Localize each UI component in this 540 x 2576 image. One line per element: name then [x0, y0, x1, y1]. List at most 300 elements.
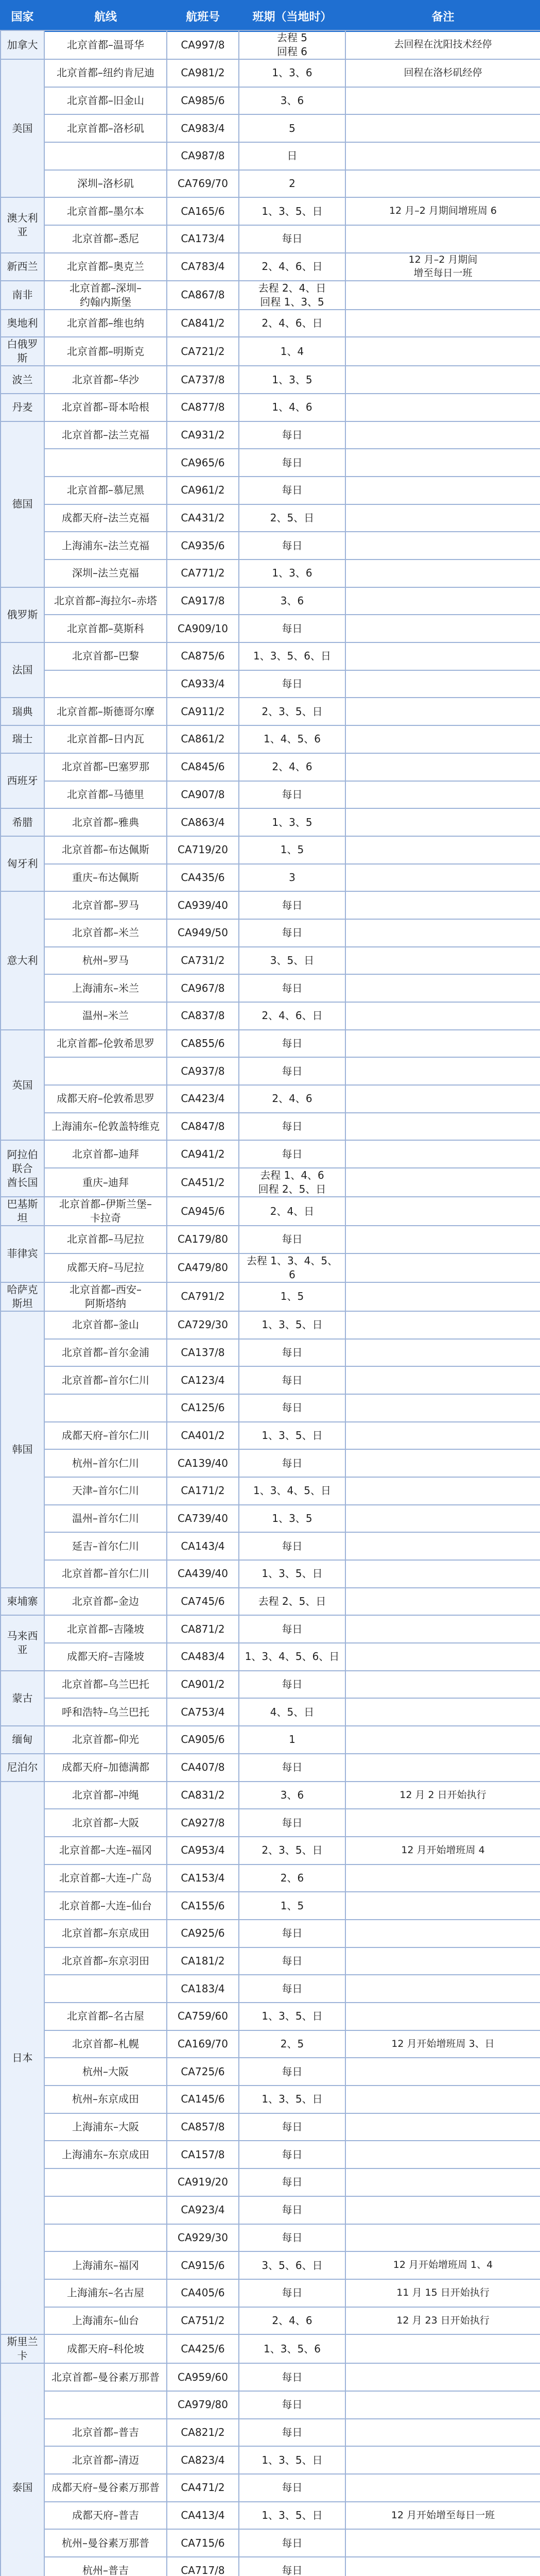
- flight-number-cell: CA751/2: [167, 2307, 239, 2335]
- schedule-cell: 2、5: [239, 2030, 345, 2058]
- flight-number-cell: CA861/2: [167, 725, 239, 753]
- route-cell: 重庆–迪拜: [44, 1168, 167, 1197]
- schedule-cell: 1、3、6: [239, 59, 345, 87]
- table-row: [1, 532, 540, 560]
- note-cell: 12 月开始增至每日一班: [345, 2502, 540, 2530]
- country-cell: 德国: [1, 421, 44, 587]
- schedule-cell: 日: [239, 142, 345, 170]
- flight-number-cell: CA935/6: [167, 532, 239, 560]
- table-row: [1, 504, 540, 532]
- flight-number-cell: CA125/6: [167, 1394, 239, 1422]
- schedule-cell: 1、3、5、日: [239, 2086, 345, 2113]
- table-row: [1, 1588, 540, 1616]
- schedule-cell: 每日: [239, 2363, 345, 2391]
- flight-number-cell: CA967/8: [167, 974, 239, 1002]
- schedule-cell: 每日: [239, 1057, 345, 1085]
- schedule-cell: 每日: [239, 2474, 345, 2502]
- note-cell: [345, 1560, 540, 1588]
- schedule-cell: 3、6: [239, 1782, 345, 1809]
- schedule-cell: 每日: [239, 2113, 345, 2141]
- schedule-header-table: [0, 0, 540, 32]
- route-cell: [44, 1975, 167, 2003]
- route-cell: 北京首都–普吉: [44, 2419, 167, 2447]
- flight-number-cell: CA721/2: [167, 337, 239, 366]
- route-cell: 北京首都–旧金山: [44, 87, 167, 115]
- flight-number-cell: CA145/6: [167, 2086, 239, 2113]
- schedule-cell: 每日: [239, 2141, 345, 2168]
- route-cell: 北京首都–马德里: [44, 781, 167, 809]
- table-row: [1, 2502, 540, 2530]
- note-cell: [345, 2557, 540, 2576]
- schedule-cell: 每日: [239, 1113, 345, 1141]
- schedule-cell: 每日: [239, 2529, 345, 2557]
- header-row: [1, 1, 540, 31]
- flight-number-cell: CA181/2: [167, 1947, 239, 1975]
- table-row: [1, 59, 540, 87]
- note-cell: [345, 919, 540, 947]
- flight-number-cell: CA407/8: [167, 1754, 239, 1782]
- schedule-cell: 每日: [239, 1975, 345, 2003]
- schedule-cell: 每日: [239, 670, 345, 698]
- flight-number-cell: CA123/4: [167, 1366, 239, 1394]
- schedule-cell: 每日: [239, 1449, 345, 1477]
- flight-number-cell: CA997/8: [167, 30, 239, 59]
- route-cell: 北京首都–华沙: [44, 366, 167, 394]
- flight-number-cell: CA439/40: [167, 1560, 239, 1588]
- country-cell: 法国: [1, 642, 44, 698]
- route-cell: 北京首都–清迈: [44, 2446, 167, 2474]
- note-cell: 12 月 23 日开始执行: [345, 2307, 540, 2335]
- route-cell: 北京首都–名古屋: [44, 2003, 167, 2030]
- table-row: [1, 2196, 540, 2224]
- route-cell: [44, 670, 167, 698]
- route-cell: 北京首都–奥克兰: [44, 253, 167, 281]
- note-cell: 12 月–2 月期间 增至每日一班: [345, 253, 540, 281]
- flight-number-cell: CA483/4: [167, 1643, 239, 1671]
- note-cell: [345, 974, 540, 1002]
- flight-number-cell: CA771/2: [167, 560, 239, 587]
- route-cell: 上海浦东–大阪: [44, 2113, 167, 2141]
- flight-number-cell: CA729/30: [167, 1311, 239, 1339]
- table-row: [1, 1030, 540, 1058]
- schedule-cell: 1、3、5、日: [239, 1422, 345, 1450]
- schedule-cell: 每日: [239, 2196, 345, 2224]
- route-cell: 上海浦东–法兰克福: [44, 532, 167, 560]
- schedule-cell: 1、3、5: [239, 366, 345, 394]
- route-cell: 北京首都–东京羽田: [44, 1947, 167, 1975]
- route-cell: 天津–首尔仁川: [44, 1477, 167, 1505]
- note-cell: [345, 1311, 540, 1339]
- note-cell: [345, 2224, 540, 2252]
- table-row: [1, 836, 540, 864]
- flight-number-cell: CA731/2: [167, 947, 239, 975]
- flight-number-cell: CA953/4: [167, 1837, 239, 1865]
- table-row: [1, 1449, 540, 1477]
- note-cell: [345, 725, 540, 753]
- table-row: [1, 1698, 540, 1726]
- schedule-cell: 1、3、5: [239, 808, 345, 836]
- schedule-cell: 每日: [239, 1226, 345, 1253]
- table-row: [1, 1560, 540, 1588]
- note-cell: [345, 477, 540, 504]
- flight-number-cell: CA917/8: [167, 587, 239, 615]
- route-cell: [44, 2391, 167, 2419]
- flight-number-cell: CA939/40: [167, 891, 239, 919]
- table-row: [1, 1057, 540, 1085]
- schedule-cell: 2、3、5、日: [239, 698, 345, 725]
- schedule-cell: 2、4、6、日: [239, 1002, 345, 1030]
- country-cell: 尼泊尔: [1, 1754, 44, 1782]
- flight-number-cell: CA171/2: [167, 1477, 239, 1505]
- country-cell: 阿拉伯联合 酋长国: [1, 1140, 44, 1197]
- table-row: [1, 2058, 540, 2086]
- table-row: [1, 2474, 540, 2502]
- note-cell: [345, 670, 540, 698]
- flight-number-cell: CA737/8: [167, 366, 239, 394]
- route-cell: 重庆–布达佩斯: [44, 864, 167, 892]
- flight-number-cell: CA759/60: [167, 2003, 239, 2030]
- note-cell: [345, 1226, 540, 1253]
- flight-number-cell: CA983/4: [167, 114, 239, 142]
- table-row: [1, 615, 540, 642]
- note-cell: [345, 1449, 540, 1477]
- table-row: [1, 974, 540, 1002]
- note-cell: 回程在洛杉矶经停: [345, 59, 540, 87]
- country-cell: 匈牙利: [1, 836, 44, 891]
- flight-number-cell: CA929/30: [167, 2224, 239, 2252]
- schedule-cell: 每日: [239, 1140, 345, 1168]
- country-cell: 西班牙: [1, 753, 44, 808]
- route-cell: 北京首都–洛杉矶: [44, 114, 167, 142]
- note-cell: [345, 1422, 540, 1450]
- table-row: [1, 2529, 540, 2557]
- schedule-cell: 每日: [239, 1394, 345, 1422]
- schedule-cell: 2、3、5、日: [239, 1837, 345, 1865]
- note-cell: [345, 1197, 540, 1226]
- note-cell: [345, 1865, 540, 1892]
- flight-number-cell: CA855/6: [167, 1030, 239, 1058]
- note-cell: [345, 504, 540, 532]
- note-cell: 12 月开始增班周 3、日: [345, 2030, 540, 2058]
- note-cell: [345, 2003, 540, 2030]
- note-cell: [345, 1253, 540, 1282]
- route-cell: 北京首都–大连–仙台: [44, 1892, 167, 1920]
- route-cell: 北京首都–巴塞罗那: [44, 753, 167, 781]
- note-cell: [345, 2196, 540, 2224]
- schedule-cell: 每日: [239, 1339, 345, 1367]
- flight-number-cell: CA841/2: [167, 310, 239, 337]
- table-row: [1, 1892, 540, 1920]
- table-row: [1, 1394, 540, 1422]
- note-cell: [345, 225, 540, 253]
- schedule-cell: 1、5: [239, 836, 345, 864]
- table-row: [1, 2557, 540, 2576]
- schedule-cell: 1、4、5、6: [239, 725, 345, 753]
- schedule-cell: 每日: [239, 615, 345, 642]
- note-cell: [345, 2529, 540, 2557]
- note-cell: 11 月 15 日开始执行: [345, 2279, 540, 2307]
- note-cell: [345, 1643, 540, 1671]
- flight-number-cell: CA745/6: [167, 1588, 239, 1616]
- note-cell: [345, 170, 540, 198]
- route-cell: 深圳–法兰克福: [44, 560, 167, 587]
- table-row: [1, 642, 540, 670]
- flight-number-cell: CA981/2: [167, 59, 239, 87]
- route-cell: 北京首都–慕尼黑: [44, 477, 167, 504]
- route-cell: 成都天府–曼谷素万那普: [44, 2474, 167, 2502]
- schedule-cell: 1、3、4、5、6、日: [239, 1643, 345, 1671]
- note-cell: [345, 2086, 540, 2113]
- note-cell: [345, 2334, 540, 2363]
- country-cell: 南非: [1, 281, 44, 310]
- route-cell: 杭州–首尔仁川: [44, 1449, 167, 1477]
- table-row: [1, 253, 540, 281]
- route-cell: [44, 142, 167, 170]
- table-row: [1, 310, 540, 337]
- country-cell: 蒙古: [1, 1671, 44, 1726]
- note-cell: 12 月开始增班周 4: [345, 1837, 540, 1865]
- route-cell: 上海浦东–东京成田: [44, 2141, 167, 2168]
- table-row: [1, 2224, 540, 2252]
- schedule-cell: 2、4、日: [239, 1197, 345, 1226]
- table-row: [1, 1947, 540, 1975]
- route-cell: 延吉–首尔仁川: [44, 1532, 167, 1560]
- note-cell: [345, 1671, 540, 1699]
- note-cell: [345, 808, 540, 836]
- route-cell: 北京首都–迪拜: [44, 1140, 167, 1168]
- route-cell: 北京首都–米兰: [44, 919, 167, 947]
- schedule-cell: 每日: [239, 919, 345, 947]
- table-row: [1, 1477, 540, 1505]
- table-row: [1, 2307, 540, 2335]
- flight-number-cell: CA137/8: [167, 1339, 239, 1367]
- table-row: [1, 421, 540, 449]
- table-row: [1, 2168, 540, 2196]
- country-cell: 柬埔寨: [1, 1588, 44, 1616]
- note-cell: [345, 2363, 540, 2391]
- flight-number-cell: CA927/8: [167, 1809, 239, 1837]
- flight-number-cell: CA769/70: [167, 170, 239, 198]
- table-row: [1, 1422, 540, 1450]
- schedule-cell: 2、4、6、日: [239, 253, 345, 281]
- route-cell: 温州–米兰: [44, 1002, 167, 1030]
- route-cell: 北京首都–墨尔本: [44, 197, 167, 225]
- schedule-cell: 1、3、6: [239, 560, 345, 587]
- flight-number-cell: CA945/6: [167, 1197, 239, 1226]
- table-row: [1, 1226, 540, 1253]
- flight-number-cell: CA909/10: [167, 615, 239, 642]
- schedule-cell: 每日: [239, 477, 345, 504]
- country-cell: 菲律宾: [1, 1226, 44, 1282]
- route-cell: 上海浦东–仙台: [44, 2307, 167, 2335]
- table-row: [1, 1975, 540, 2003]
- route-cell: 北京首都–冲绳: [44, 1782, 167, 1809]
- note-cell: [345, 560, 540, 587]
- note-cell: [345, 1282, 540, 1311]
- route-cell: [44, 1394, 167, 1422]
- route-cell: 成都天府–加德满都: [44, 1754, 167, 1782]
- schedule-cell: 每日: [239, 2279, 345, 2307]
- schedule-cell: 每日: [239, 2419, 345, 2447]
- route-cell: 北京首都–金边: [44, 1588, 167, 1616]
- note-cell: [345, 836, 540, 864]
- schedule-cell: 2: [239, 170, 345, 198]
- note-cell: [345, 1975, 540, 2003]
- table-row: [1, 1339, 540, 1367]
- flight-number-cell: CA401/2: [167, 1422, 239, 1450]
- route-cell: 杭州–普吉: [44, 2557, 167, 2576]
- table-row: [1, 587, 540, 615]
- country-cell: 意大利: [1, 891, 44, 1029]
- flight-number-cell: CA451/2: [167, 1168, 239, 1197]
- schedule-cell: 去程 2、4、日 回程 1、3、5: [239, 281, 345, 310]
- route-cell: 北京首都–法兰克福: [44, 421, 167, 449]
- table-row: [1, 1782, 540, 1809]
- country-cell: 瑞典: [1, 698, 44, 725]
- flight-number-cell: CA405/6: [167, 2279, 239, 2307]
- flight-number-cell: CA915/6: [167, 2251, 239, 2279]
- route-cell: [44, 2168, 167, 2196]
- schedule-cell: 2、6: [239, 1865, 345, 1892]
- country-cell: 瑞士: [1, 725, 44, 753]
- table-row: [1, 781, 540, 809]
- country-cell: 韩国: [1, 1311, 44, 1588]
- note-cell: 12 月–2 月期间增班周 6: [345, 197, 540, 225]
- note-cell: [345, 864, 540, 892]
- note-cell: 去回程在沈阳技术经停: [345, 30, 540, 59]
- flight-number-cell: CA863/4: [167, 808, 239, 836]
- route-cell: [44, 2196, 167, 2224]
- note-cell: [345, 394, 540, 421]
- flight-number-cell: CA725/6: [167, 2058, 239, 2086]
- schedule-cell: 1、4、6: [239, 394, 345, 421]
- header-schedule: 班期（当地时）: [239, 1, 345, 31]
- route-cell: [44, 1057, 167, 1085]
- route-cell: 北京首都–札幌: [44, 2030, 167, 2058]
- schedule-cell: 2、4、6、日: [239, 310, 345, 337]
- route-cell: 北京首都–曼谷素万那普: [44, 2363, 167, 2391]
- table-row: [1, 1311, 540, 1339]
- flight-number-cell: CA941/2: [167, 1140, 239, 1168]
- table-row: [1, 477, 540, 504]
- schedule-cell: 2、5、日: [239, 504, 345, 532]
- note-cell: [345, 2141, 540, 2168]
- country-cell: 奥地利: [1, 310, 44, 337]
- route-cell: 北京首都–仰光: [44, 1726, 167, 1754]
- flight-number-cell: CA739/40: [167, 1505, 239, 1533]
- flight-number-cell: CA179/80: [167, 1226, 239, 1253]
- note-cell: [345, 2419, 540, 2447]
- schedule-cell: 每日: [239, 225, 345, 253]
- schedule-cell: 每日: [239, 421, 345, 449]
- flight-number-cell: CA985/6: [167, 87, 239, 115]
- route-cell: 成都天府–吉隆坡: [44, 1643, 167, 1671]
- schedule-cell: 每日: [239, 2058, 345, 2086]
- flight-number-cell: CA961/2: [167, 477, 239, 504]
- flight-number-cell: CA907/8: [167, 781, 239, 809]
- country-cell: 泰国: [1, 2363, 44, 2576]
- flight-number-cell: CA165/6: [167, 197, 239, 225]
- note-cell: [345, 642, 540, 670]
- country-cell: 巴基斯坦: [1, 1197, 44, 1226]
- schedule-cell: 1、3、5、6、日: [239, 642, 345, 670]
- country-cell: 俄罗斯: [1, 587, 44, 642]
- table-row: [1, 1920, 540, 1947]
- schedule-cell: 1、3、5、日: [239, 1560, 345, 1588]
- note-cell: [345, 1920, 540, 1947]
- flight-number-cell: CA905/6: [167, 1726, 239, 1754]
- route-cell: 北京首都–巴黎: [44, 642, 167, 670]
- note-cell: [345, 1394, 540, 1422]
- table-row: [1, 1754, 540, 1782]
- schedule-cell: 每日: [239, 1809, 345, 1837]
- route-cell: 北京首都–大连–福冈: [44, 1837, 167, 1865]
- route-cell: 北京首都–斯德哥尔摩: [44, 698, 167, 725]
- route-cell: 北京首都–马尼拉: [44, 1226, 167, 1253]
- table-row: [1, 1282, 540, 1311]
- flight-number-cell: CA959/60: [167, 2363, 239, 2391]
- flight-number-cell: CA867/8: [167, 281, 239, 310]
- route-cell: 上海浦东–伦敦盖特维克: [44, 1113, 167, 1141]
- route-cell: 北京首都–维也纳: [44, 310, 167, 337]
- note-cell: [345, 947, 540, 975]
- table-row: [1, 1726, 540, 1754]
- flight-number-cell: CA183/4: [167, 1975, 239, 2003]
- route-cell: 北京首都–明斯克: [44, 337, 167, 366]
- flight-number-cell: CA169/70: [167, 2030, 239, 2058]
- country-cell: 希腊: [1, 808, 44, 836]
- schedule-cell: 去程 5 回程 6: [239, 30, 345, 59]
- schedule-cell: 1、5: [239, 1892, 345, 1920]
- note-cell: [345, 1754, 540, 1782]
- schedule-cell: 1、3、5、日: [239, 2003, 345, 2030]
- note-cell: [345, 1947, 540, 1975]
- country-cell: 日本: [1, 1782, 44, 2335]
- route-cell: 北京首都–莫斯科: [44, 615, 167, 642]
- table-row: [1, 2251, 540, 2279]
- schedule-cell: 去程 2、5、日: [239, 1588, 345, 1616]
- flight-number-cell: CA837/8: [167, 1002, 239, 1030]
- note-cell: [345, 753, 540, 781]
- flight-number-cell: CA979/80: [167, 2391, 239, 2419]
- schedule-cell: 1、3、4、5、日: [239, 1477, 345, 1505]
- note-cell: [345, 1002, 540, 1030]
- country-cell: 澳大利亚: [1, 197, 44, 252]
- note-cell: [345, 1726, 540, 1754]
- route-cell: 北京首都–哥本哈根: [44, 394, 167, 421]
- route-cell: 北京首都–首尔金浦: [44, 1339, 167, 1367]
- note-cell: [345, 1505, 540, 1533]
- header-country: 国家: [1, 1, 44, 31]
- route-cell: 北京首都–伊斯兰堡– 卡拉奇: [44, 1197, 167, 1226]
- country-cell: 马来西亚: [1, 1615, 44, 1670]
- flight-number-cell: CA413/4: [167, 2502, 239, 2530]
- note-cell: [345, 1113, 540, 1141]
- table-row: [1, 1168, 540, 1197]
- flight-number-cell: CA877/8: [167, 394, 239, 421]
- note-cell: [345, 2168, 540, 2196]
- note-cell: [345, 2113, 540, 2141]
- table-row: [1, 142, 540, 170]
- route-cell: 北京首都–釜山: [44, 1311, 167, 1339]
- schedule-cell: 每日: [239, 1532, 345, 1560]
- schedule-cell: 每日: [239, 2168, 345, 2196]
- flight-number-cell: CA923/4: [167, 2196, 239, 2224]
- flight-number-cell: CA431/2: [167, 504, 239, 532]
- note-cell: [345, 142, 540, 170]
- route-cell: 成都天府–普吉: [44, 2502, 167, 2530]
- table-row: [1, 1809, 540, 1837]
